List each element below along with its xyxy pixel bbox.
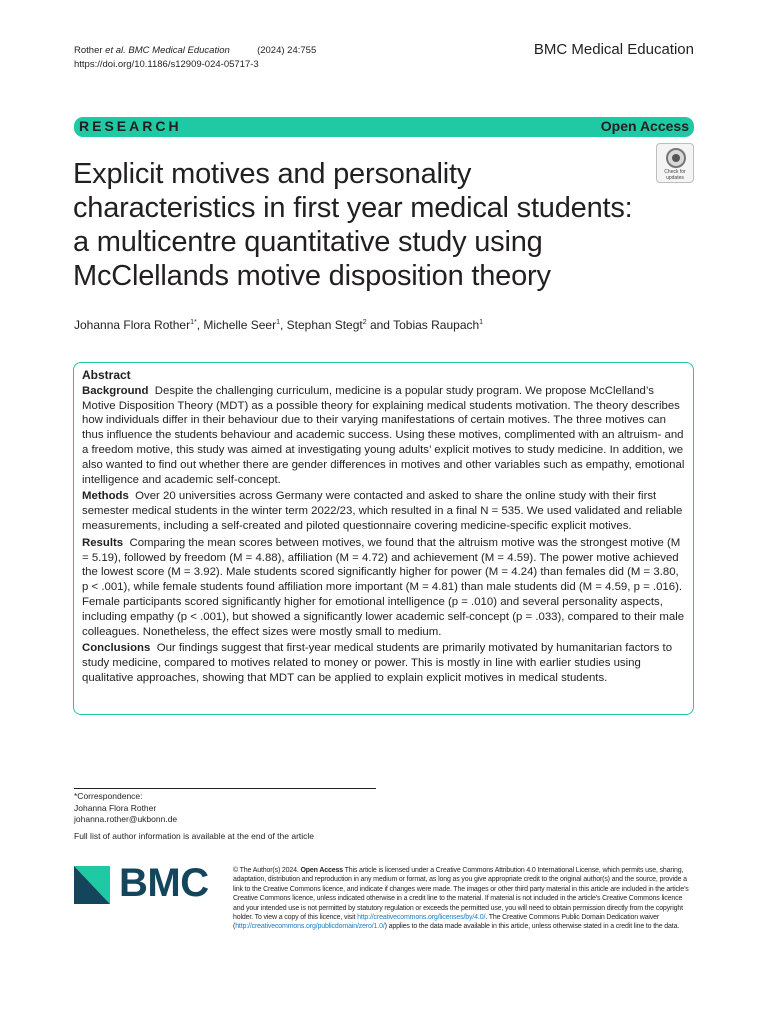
author-name[interactable]: Tobias Raupach xyxy=(393,318,480,332)
correspondence-block xyxy=(74,791,177,826)
bmc-logo xyxy=(74,861,214,906)
author-affiliation: 2 xyxy=(362,319,367,326)
abstract-heading: Abstract xyxy=(82,368,131,382)
author-separator: , xyxy=(196,318,204,332)
section-text: Despite the challenging curriculum, medicine is a popular study program. We propose McClelland’s Motive Disposition Theory (MDT) as a possible theory for explaining medical students motivation. The theory describes how individuals differ in their behaviour due to their varying manifestations of certain motives. The three motives can thus influence the students behaviour and academic success. Using these motives, complimented with an altruism- and a freedom motive, this study was aimed at investigating young adults’ explicit motives to study medicine. In addition, we also wanted to find out whether there are gender differences in motives and other variables such as empathy, emotional intelligence and academic self-concept. xyxy=(82,384,685,486)
author-name[interactable]: Stephan Stegt xyxy=(286,318,363,332)
check-updates-text xyxy=(657,170,693,181)
correspondence-email[interactable]: johanna.rother@ukbonn.de xyxy=(74,814,178,824)
abstract-background xyxy=(82,384,688,488)
check-updates-line1: Check for xyxy=(664,169,686,175)
author-affiliation: 1 xyxy=(479,319,484,326)
bmc-logo-mark-icon xyxy=(74,866,110,904)
section-text: Comparing the mean scores between motives, we found that the altruism motive was the strongest motive (M = 5.19), followed by freedom (M = 4.88), affiliation (M = 4.72) and achievement (M = 4.59). The power motive achieved the lowest score (M = 3.92). Male students scored significantly higher for power (M = 4.24) than females did (M = 3.80, p < .001), while female students found affiliation more important (M = 4.81) than male students did (M = 4.59, p = .016). Female participants scored significantly higher for emotional intelligence (p = .010) and several personality aspects, including empathy (p < .001), but showed a significantly lower academic self-concept (p = .033), compared to their male colleagues. Nonetheless, the effect sizes were mostly small to medium. xyxy=(82,536,685,638)
citation-year: (2024) 24:755 xyxy=(257,45,317,56)
author-info-note: Full list of author information is available at the end of the article xyxy=(74,831,315,841)
citation-header xyxy=(74,44,316,72)
license-body-1: This article is licensed under a Creative Commons Attribution 4.0 International License, which permits use, sharing, adaptation, distribution and reproduction in any medium or format, as long as you give appropriate credit to the original author(s) and the source, provide a link to the Creative Commons licence, and indicate if changes were made. The images or other third party material in this article are included in the article’s Creative Commons licence, unless indicated otherwise in a credit line to the material. If material is not included in the article’s Creative Commons licence and your intended use is not permitted by statutory regulation or exceeds the permitted use, you will need to obtain permission directly from the copyright holder. To view a copy of this licence, visit xyxy=(233,867,689,922)
correspondence-label: *Correspondence: xyxy=(74,791,143,801)
citation-line xyxy=(74,44,316,58)
abstract-results xyxy=(82,536,688,640)
author-separator: and xyxy=(366,318,394,332)
license-body-2: . The Creative Commons Public Domain Dedication waiver ( xyxy=(233,914,660,931)
section-text: Over 20 universities across Germany were contacted and asked to share the online study with their first semester medical students in the winter term 2022/23, which resulted in a final N = 535. We used validated and reliable measurements, including a self-created and piloted questionnaire covering medicine-specific explicit motives. xyxy=(82,490,683,532)
citation-journal: BMC Medical Education xyxy=(128,45,230,56)
author-name[interactable]: Michelle Seer xyxy=(203,318,277,332)
section-title: Methods xyxy=(82,490,129,503)
author-list xyxy=(74,318,483,332)
journal-name: BMC Medical Education xyxy=(533,41,694,58)
check-updates-icon xyxy=(666,148,686,168)
abstract-methods xyxy=(82,489,688,533)
section-text: Our findings suggest that first-year medical students are primarily motivated by humanitarian factors to study medicine, compared to motives related to money or power. This is mostly in line with earlier studies using qualitative approaches, showing that MDT can be applied to explain explicit motives in medical students. xyxy=(82,642,673,684)
article-title: Explicit motives and personality characteristics in first year medical students: a multicentre quantitative study using McClellands motive disposition theory xyxy=(73,158,633,292)
footnote-divider xyxy=(74,788,376,789)
author-separator: , xyxy=(279,318,287,332)
section-title: Conclusions xyxy=(82,642,151,655)
article-type-banner xyxy=(74,117,694,137)
doi-link[interactable]: https://doi.org/10.1186/s12909-024-05717-3 xyxy=(74,59,259,70)
article-type-label: RESEARCH xyxy=(79,118,182,134)
license-open-access: Open Access xyxy=(300,867,343,874)
section-title: Background xyxy=(82,384,149,397)
section-title: Results xyxy=(82,536,124,549)
license-copyright: © The Author(s) 2024. xyxy=(233,867,299,874)
license-text xyxy=(233,866,695,932)
author-affiliation: 1* xyxy=(190,319,197,326)
license-link-cc-by[interactable]: http://creativecommons.org/licenses/by/4.0/ xyxy=(357,914,486,922)
check-updates-line2: updates xyxy=(666,174,684,181)
author-name[interactable]: Johanna Flora Rother xyxy=(74,318,191,332)
abstract-box xyxy=(73,362,694,715)
citation-authors: Rother xyxy=(74,45,103,56)
citation-etal: et al. xyxy=(105,45,126,56)
check-for-updates-button[interactable] xyxy=(656,143,694,183)
license-body-3: ) applies to the data made available in this article, unless otherwise stated in a credit line to the data. xyxy=(384,923,680,931)
license-link-cc-zero[interactable]: http://creativecommons.org/publicdomain/zero/1.0/ xyxy=(235,923,385,931)
bmc-logo-text: BMC xyxy=(119,861,209,905)
author-affiliation: 1 xyxy=(276,319,280,326)
correspondence-name: Johanna Flora Rother xyxy=(74,802,157,813)
abstract-conclusions xyxy=(82,641,688,685)
open-access-label: Open Access xyxy=(600,118,689,134)
